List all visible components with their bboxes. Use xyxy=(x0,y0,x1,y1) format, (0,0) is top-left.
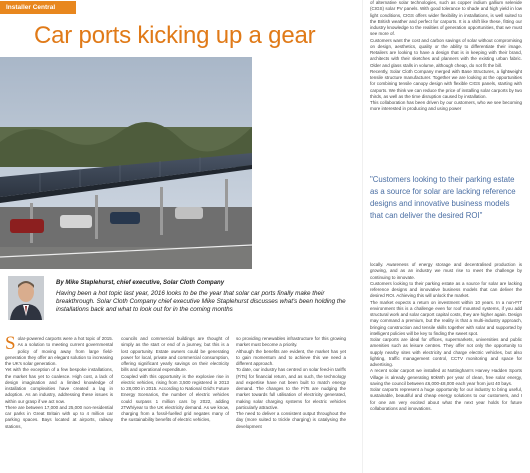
body-paragraph: The need to deliver a consistent output throughout the day (more suited to trickle charging) is catalysing the development xyxy=(236,411,346,429)
body-paragraph: Coupled with this opportunity is the explosive rise in electric vehicles, rising from 3,500 registered in 2013 to 28,000 in 2015. According to National Grid's Future Energy Scenarios, the number of electric vehicles could surpass 1 million cars by 2022, adding 2TWh/year to the UK electricity demand. As we know, charging from a fossil-fuelled grid negates many of the sustainability benefits of electric vehicles, xyxy=(121,373,229,423)
body-paragraph: locally. Awareness of energy storage and decentralised production is growing, and as an industry we must rise to meet the challenge by continuing to innovate. xyxy=(370,262,522,280)
body-paragraph: The market expects a return on investment within 10 years. In a non-FIT environment this is a challenge even for roof mounted systems, if you add structural work and solar carport capital costs, they are higher again. Design may command a premium, but the reality is that a multi-industry approach, bringing construction and tensile skills together with solar and supported by intelligent policies will be key to finding the sweet spot. xyxy=(370,299,522,336)
body-paragraph: councils and commercial buildings are thought of simply as the start or end of a journey, but this is a lost opportunity. Estate owners could be generating power for local, private and commercial consumption, offering significant yearly savings on their electricity bills and operational expenditure. xyxy=(121,336,229,373)
section-tag: Installer Central xyxy=(0,1,76,14)
body-column-2 xyxy=(121,336,229,424)
body-paragraph: Customers want the cost and carbon savings of solar without compromising on design, aesthetics, quality or the ability to differentiate their image. Retailers are looking to have a design that is in keeping with their brand, architects with their sketches and planners with the existing urban fabric. Older and glass stalls in volume, although cheap, do not fit the bill. xyxy=(370,37,522,68)
body-paragraph: Customers looking to their parking estate as a source for solar are lacking reference designs and innovative business models that can deliver the desired ROI. Achieving this will unlock the market. xyxy=(370,280,522,299)
carport-photo xyxy=(0,57,252,269)
body-column-4 xyxy=(370,0,522,113)
body-paragraph: Solar-powered carports were a hot topic of 2015. As a solution to meeting current governmental policy of moving away from large field-generation they offer an elegant solution to increasing the UK's solar generation. xyxy=(5,333,113,366)
page-title: Car ports kicking up a gear xyxy=(34,22,316,49)
body-paragraph: Recently, Solar Cloth Company merged with Base Structures, a lightweight tensile structure manufacturer. Together we are looking at the opportunities for combining tensile canopy design with flexible CIGS panels, starting with carports. We think we can reduce the price of installing solar carports by two thirds, as well as the time disruption caused by installation. xyxy=(370,68,522,99)
drop-cap: S xyxy=(5,333,16,354)
body-paragraph: Yet with the exception of a few bespoke installations, the market has yet to coalesce. High cost, a lack of design imagination and a limited knowledge of installation complexities have created a lag in adoption. As an industry, addressing these issues is within our grasp if we act now. xyxy=(5,367,113,404)
body-paragraph: Although the benefits are evident, the market has yet to gain momentum and to achieve this we need a different approach. xyxy=(236,348,346,366)
body-paragraph: so providing renewables infrastructure for this growing market must become a priority. xyxy=(236,336,346,348)
body-column-4-continued xyxy=(370,262,522,412)
body-paragraph: There are between 17,000 and 25,000 non-residential car parks in Great Britain with up to 4 million car parking spaces. Bays located at airports, railway stations, xyxy=(5,404,113,429)
byline: By Mike Staplehurst, chief executive, Solar Cloth Company xyxy=(56,280,225,286)
body-paragraph: A recent solar carport we installed at Nottingham's Harvey Hadden Sports Village is already generating 60kWh per year of clean, free solar energy, saving the council between £6,000-£8,000 each year from just 40 bays. xyxy=(370,368,522,386)
intro-paragraph: Having been a hot topic last year, 2016 looks to be the year that solar car ports finally make their breakthrough. Solar Cloth Company chief executive Mike Staplehurst discusses what's been holding the installations back and what to look out for in the coming months xyxy=(56,290,346,314)
pull-quote: "Customers looking to their parking estate as a source for solar are lacking reference designs and innovative business models that can deliver the desired ROI" xyxy=(370,175,516,220)
column-divider xyxy=(362,0,363,473)
body-column-3 xyxy=(236,336,346,430)
author-portrait xyxy=(8,276,44,320)
body-paragraph: To date, our industry has centred on solar feed-in tariffs (FiTs) for financial return, and as such, the technology and expertise have not been built to match energy demand. The changes to the FiTs are nudging the market towards full utilisation of electricity generated, making solar charging systems for electric vehicles particularly attractive. xyxy=(236,367,346,410)
body-column-1 xyxy=(5,333,113,430)
body-paragraph: Solar carports are ideal for offices, supermarkets, universities and public amenities such as leisure centres. They offer not only the opportunity to supply nearby sites with electricity and charge electric vehicles, but also lighting, traffic management control, CCTV monitoring and space for advertising. xyxy=(370,337,522,367)
body-paragraph: This collaboration has been driven by our customers, who we see becoming more interested in producing and using power xyxy=(370,100,522,112)
body-paragraph: Solar carports represent a huge opportunity for our industry to bring useful, sustainable, beautiful and cheap energy solutions to our customers, and I for one am very excited about what the next year holds for future collaborations and innovations. xyxy=(370,387,522,411)
body-paragraph: of alternative solar technologies, such as copper indium gallium selenide (CIGS) solar PV panels. With good tolerance to shade and high yield in low light conditions, CIGS offers wider flexibility in installations, is well suited to the British weather and perfect for carports. It is a shift like these, fitting our industry knowledge to the realities of generation opportunities, that we must see more of. xyxy=(370,0,522,37)
